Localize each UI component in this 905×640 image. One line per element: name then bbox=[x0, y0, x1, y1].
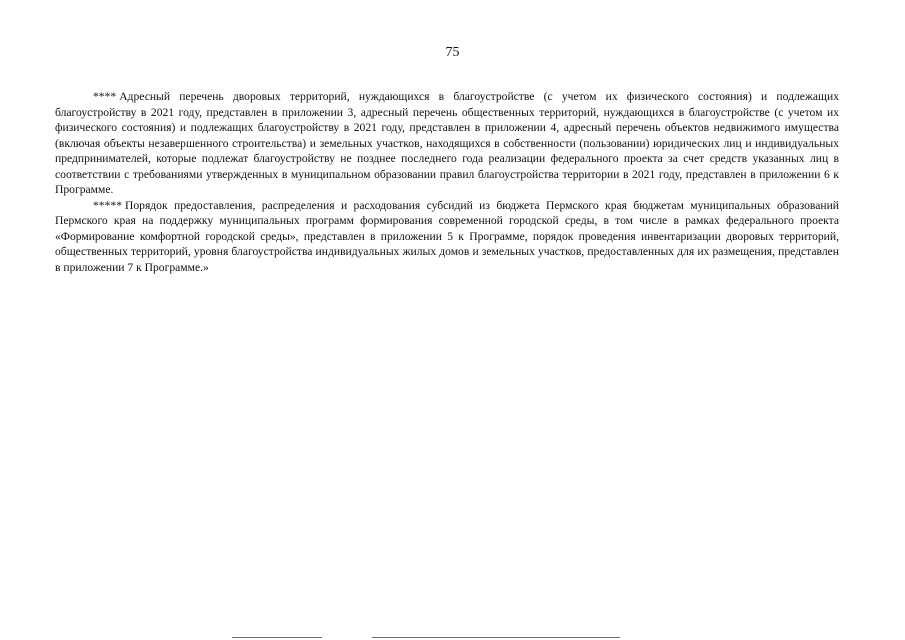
scan-edge-line bbox=[232, 637, 322, 638]
footnote-marker: **** bbox=[93, 90, 117, 103]
footnote-text: Порядок предоставления, распределения и расходования субсидий из бюджета Пермского края бюджетам муниципальных образований Пермского края на поддержку муниципальных программ формирования современной городской среды, в том числе в рамках федерального проекта «Формирование комфортной городской среды», представлен в приложении 5 к Программе, порядок проведения инвентаризации дворовых территорий, общественных территорий, уровня благоустройства индивидуальных жилых домов и земельных участков, предоставленных для их размещения, представлен в приложении 7 к Программе.» bbox=[55, 198, 839, 274]
footnotes-block bbox=[55, 89, 839, 275]
footnote-4 bbox=[55, 89, 839, 198]
page-number: 75 bbox=[445, 45, 460, 60]
footnote-marker: ***** bbox=[93, 198, 122, 212]
footnote-5 bbox=[55, 198, 839, 276]
scan-edge-line bbox=[372, 637, 620, 638]
footnote-text: Адресный перечень дворовых территорий, нуждающихся в благоустройстве (с учетом их физического состояния) и подлежащих благоустройству в 2021 году, представлен в приложении 3, адресный перечень общественных территорий, нуждающихся в благоустройстве (с учетом их физического состояния) и подлежащих благоустройству в 2021 году, представлен в приложении 4, адресный перечень объектов недвижимого имущества (включая объекты незавершенного строительства) и земельных участков, находящихся в собственности (пользовании) юридических лиц и индивидуальных предпринимателей, которые подлежат благоустройству не позднее последнего года реализации федерального проекта за счет средств указанных лиц в соответствии с требованиями утвержденных в муниципальном образовании правил благоустройства территории в 2021 году, представлен в приложении 6 к Программе. bbox=[55, 90, 839, 196]
